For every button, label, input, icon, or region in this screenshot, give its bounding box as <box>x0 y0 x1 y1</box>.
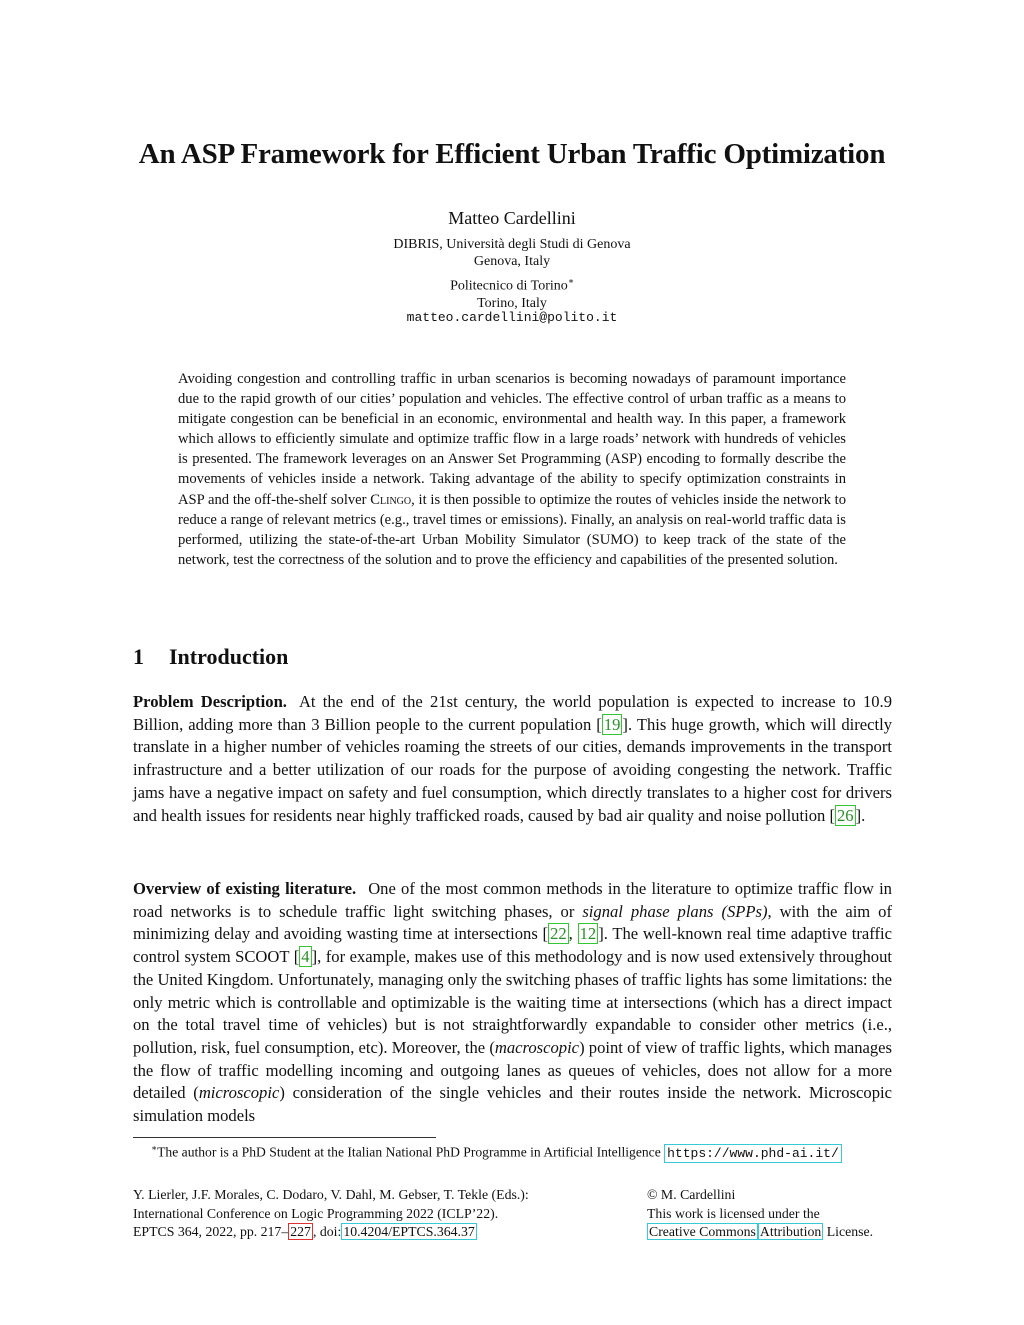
citation-link[interactable]: 26 <box>836 805 854 825</box>
footnote-url-link[interactable]: https://www.phd-ai.it/ <box>664 1144 842 1163</box>
license-info: © M. Cardellini This work is licensed under the Creative Commons Attribution License. <box>647 1187 874 1239</box>
abstract: Avoiding congestion and controlling traffic in urban scenarios is becoming nowadays of paramount importance due to the rapid growth of our cities’ population and vehicles. The effective control of urban traffic as a means to mitigate congestion can be beneficial in an economic, environmental and health way. In this paper, a framework which allows to efficiently simulate and optimize traffic flow in a large roads’ network with hundreds of vehicles is presented. The framework leverages on an Answer Set Programming (ASP) encoding to formally describe the movements of vehicles inside a network. Taking advantage of the ability to specify optimization constraints in ASP and the off-the-shelf solver Clingo, it is then possible to optimize the routes of vehicles inside the network to reduce a range of relevant metrics (e.g., travel times or emissions). Finally, an analysis on real-world traffic data is performed, utilizing the state-of-the-art Urban Mobility Simulator (SUMO) to keep track of the state of the network, test the correctness of the solution and to prove the efficiency and capabilities of the presented solution. <box>178 371 846 568</box>
paper-title: An ASP Framework for Efficient Urban Traffic Optimization <box>138 138 886 170</box>
run-in-heading: Problem Description. <box>133 692 287 711</box>
footnote-mark[interactable]: ∗ <box>567 276 574 286</box>
section-title: Introduction <box>169 644 289 669</box>
paragraph-problem-description: Problem Description. At the end of the 21st century, the world population is expected to increase to 10.9 Billion, adding more than 3 Billion people to the current population [ 19 ]. This huge growth, which will directly translate in a higher number of vehicles roaming the streets of our cities, demands improvements in the transport infrastructure and a better utilization of our roads for the purpose of avoiding congesting the network. Traffic jams have a negative impact on safety and fuel consumption, which directly translates to a higher cost for drivers and health issues for residents near highly trafficked roads, caused by bad air quality and noise pollution [ 26 ]. <box>133 692 893 825</box>
footnote-divider <box>133 1137 436 1138</box>
section-heading-introduction <box>133 644 288 670</box>
creative-commons-link[interactable]: Creative Commons <box>649 1224 756 1239</box>
affiliation-location: Genova, Italy <box>473 254 551 269</box>
affiliation-location: Torino, Italy <box>477 295 547 311</box>
citation-link[interactable]: 12 <box>579 924 597 944</box>
solver-name: Clingo <box>370 491 412 508</box>
citation-link[interactable]: 4 <box>301 947 310 967</box>
author-name: Matteo Cardellini <box>448 208 576 228</box>
affiliation-line: DIBRIS, Università degli Studi di Genova <box>393 237 631 252</box>
section-number: 1 <box>133 644 144 669</box>
last-page-link[interactable]: 227 <box>290 1224 311 1239</box>
doi-link[interactable]: 10.4204/EPTCS.364.37 <box>343 1224 475 1239</box>
affiliation-dibris <box>0 236 1024 270</box>
footnote: ∗The author is a PhD Student at the Italian National PhD Programme in Artificial Intelligence https://www.phd-ai.it/ <box>151 1143 842 1161</box>
affiliation-line: Politecnico di Torino∗ <box>450 276 574 294</box>
run-in-heading: Overview of existing literature. <box>133 879 357 898</box>
publication-info: Y. Lierler, J.F. Morales, C. Dodaro, V. Dahl, M. Gebser, T. Tekle (Eds.): International Conference on Logic Programming 2022 (ICLP’22). EPTCS 364, 2022, pp. 217– 227 , doi: 10.4204/EPTCS.364.37 <box>133 1187 529 1239</box>
author-email: matteo.cardellini@polito.it <box>406 310 618 325</box>
attribution-link[interactable]: Attribution <box>759 1224 822 1239</box>
citation-link[interactable]: 22 <box>550 924 567 944</box>
citation-link[interactable]: 19 <box>603 714 621 734</box>
paragraph-overview-literature: Overview of existing literature. One of the most common methods in the literature to optimize traffic flow in road networks is to schedule traffic light switching phases, or signal phase plans (SPPs), with the aim of minimizing delay and avoiding wasting time at intersections [ 22 , 12 ]. The well-known real time adaptive traffic control system SCOOT [ 4 ], for example, makes use of this methodology and is now used extensively throughout the United Kingdom. Unfortunately, managing only the switching phases of traffic lights has some limitations: the only metric which is controllable and optimizable is the waiting time at intersections (which has a direct impact on the total travel time of vehicles) but is not straightforwardly expandable to consider other metrics (i.e., pollution, risk, fuel consumption, etc). Moreover, the (macroscopic) point of view of traffic lights, which manages the flow of traffic modelling incoming and outgoing lanes as queues of vehicles, does not allow for a more detailed (microscopic) consideration of the single vehicles and their routes inside the network. Microscopic simulation models <box>133 879 893 1126</box>
affiliation-polito <box>0 273 1024 312</box>
